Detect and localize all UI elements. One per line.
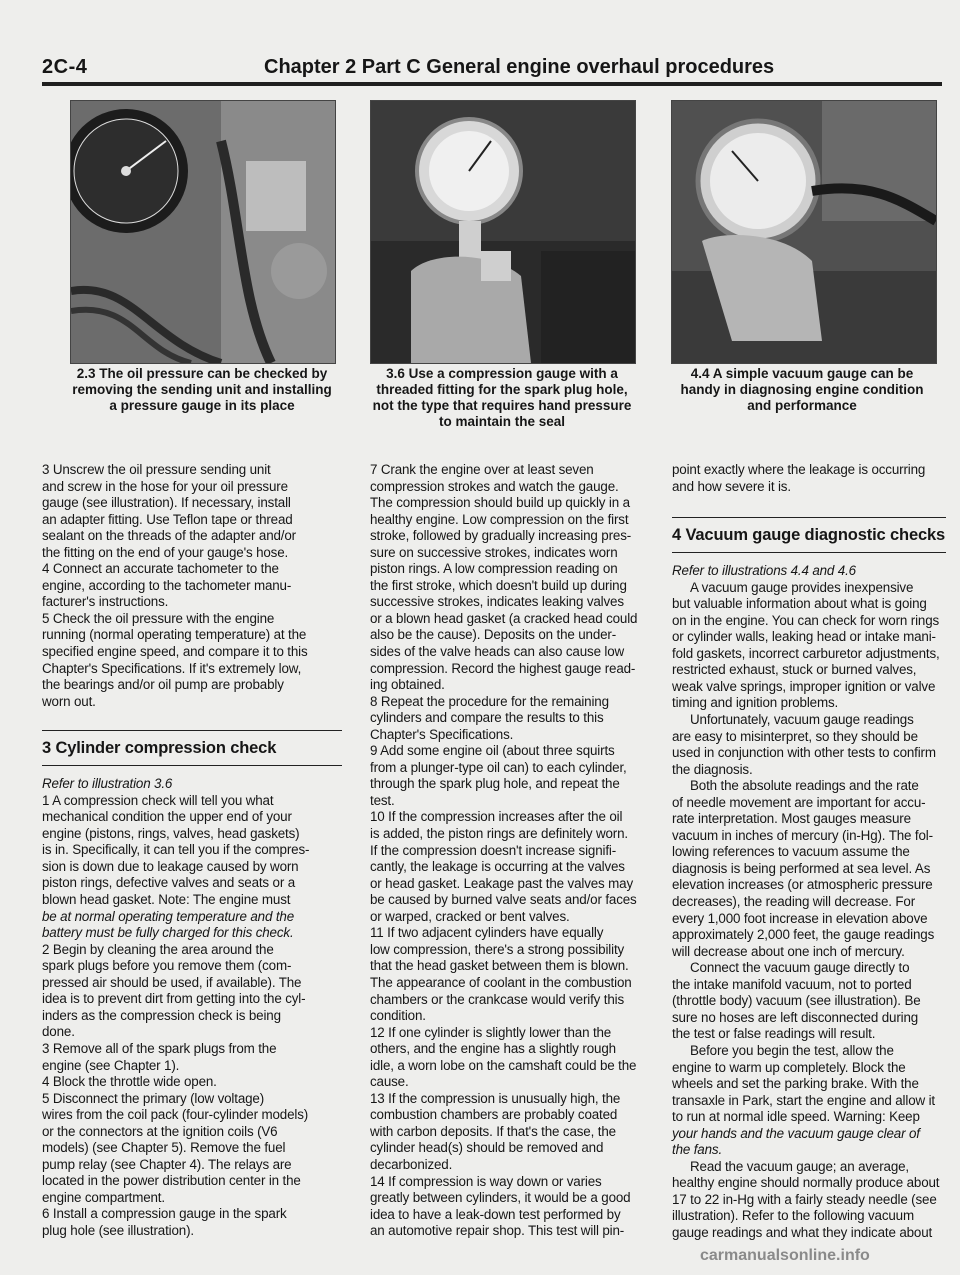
section-heading-vacuum-gauge: 4 Vacuum gauge diagnostic checks	[672, 517, 946, 553]
text-line: through the spark plug hole, and repeat the	[370, 776, 620, 792]
text-line: diagnosis is being performed at sea level. As	[672, 860, 931, 876]
text-line: compression. Record the highest gauge read-	[370, 660, 636, 676]
text-line: decreases), the reading will decrease. For	[672, 894, 916, 910]
text-line: illustration). Refer to the following vacuum	[672, 1208, 914, 1224]
text-line: the first stroke, which doesn't build up during	[370, 577, 627, 593]
text-line: healthy engine. Low compression on the first	[370, 511, 629, 527]
text-line: or head gasket. Leakage past the valves may	[370, 875, 634, 891]
text-line: sure no hoses are left disconnected during	[672, 1009, 919, 1025]
text-line: are easy to misinterpret, so they should be	[672, 728, 918, 744]
figure-4-4-photo	[671, 100, 937, 364]
text-line: vacuum in inches of mercury (in-Hg). The fol-	[672, 827, 933, 843]
figure-3-6-caption	[350, 366, 654, 430]
page-header	[42, 54, 942, 84]
text-line: approximately 2,000 feet, the gauge readings	[672, 927, 935, 943]
caption-line: and performance	[747, 398, 857, 413]
section-heading-cylinder-compression: 3 Cylinder compression check	[42, 730, 342, 766]
text-line: that the head gasket between them is blown.	[370, 958, 629, 974]
caption-line: handy in diagnosing engine condition	[680, 382, 924, 397]
chapter-title: Chapter 2 Part C General engine overhaul procedures	[264, 56, 775, 78]
text-line: (throttle body) vacuum (see illustration). Be	[672, 993, 921, 1009]
text-line: 11 If two adjacent cylinders have equally	[370, 925, 604, 941]
text-line: A vacuum gauge provides inexpensive	[690, 579, 914, 595]
text-line: point exactly where the leakage is occurring	[672, 462, 926, 477]
text-line: healthy engine should normally produce about	[672, 1175, 940, 1191]
text-line: an adapter fitting. Use Teflon tape or thread	[42, 511, 293, 527]
text-line: 4 Block the throttle wide open.	[42, 1074, 217, 1090]
text-line: piston rings, defective valves and seats or a	[42, 875, 296, 891]
text-line: Both the absolute readings and the rate	[690, 778, 919, 794]
text-line: Connect the vacuum gauge directly to	[690, 960, 910, 976]
refer-note: Refer to illustration 3.6	[42, 776, 173, 792]
header-rule	[42, 82, 942, 86]
text-line: the intake manifold vacuum, not to ported	[672, 976, 912, 992]
text-line: from a plunger-type oil can) to each cylinder,	[370, 759, 627, 775]
text-line: sides of the valve heads can also cause low	[370, 644, 625, 660]
text-line: 14 If compression is way down or varies	[370, 1173, 602, 1189]
text-line: rate interpretation. Most gauges measure	[672, 811, 911, 827]
text-line: others, and the engine has a slightly rough	[370, 1041, 616, 1057]
figure-4-4-caption	[655, 366, 949, 414]
refer-note: Refer to illustrations 4.4 and 4.6	[672, 563, 856, 579]
text-line: 6 Install a compression gauge in the spark	[42, 1206, 287, 1222]
text-line: engine, according to the tachometer manu-	[42, 577, 292, 593]
text-line: sure on successive strokes, indicates worn	[370, 544, 618, 560]
caption-line: 2.3 The oil pressure can be checked by	[76, 366, 328, 381]
text-line: 5 Disconnect the primary (low voltage)	[42, 1090, 265, 1106]
text-line: Read the vacuum gauge; an average,	[690, 1158, 909, 1174]
text-line: 5 Check the oil pressure with the engine	[42, 610, 275, 626]
text-line: cylinder head(s) should be removed and	[370, 1140, 604, 1156]
text-line: combustion chambers are probably coated	[370, 1107, 618, 1123]
text-line: pressed air should be used, if available). The	[42, 974, 302, 990]
text-line: idea to have a leak-down test performed by	[370, 1206, 621, 1222]
text-line: cantly, the leakage is occurring at the valves	[370, 859, 625, 875]
text-line: elevation increases (or atmospheric pressure	[672, 877, 933, 893]
text-line: chambers or the crankcase would verify this	[370, 991, 625, 1007]
text-line: 10 If the compression increases after the oil	[370, 809, 623, 825]
text-line: Unfortunately, vacuum gauge readings	[690, 712, 914, 728]
text-line: test.	[370, 792, 395, 808]
text-line: models) (see Chapter 5). Remove the fuel	[42, 1140, 286, 1156]
text-line: compression strokes and watch the gauge.	[370, 478, 619, 494]
text-line: If the compression doesn't increase signifi-	[370, 842, 617, 858]
text-line: fold gaskets, incorrect carburetor adjustments,	[672, 645, 940, 661]
text-line: of needle movement are important for accu-	[672, 794, 926, 810]
text-line: 2 Begin by cleaning the area around the	[42, 941, 274, 957]
caption-line: removing the sending unit and installing	[72, 382, 332, 397]
text-line: blown head gasket. Note: The engine must	[42, 892, 291, 908]
text-line: 8 Repeat the procedure for the remaining	[370, 693, 609, 709]
text-line: 1 A compression check will tell you what	[42, 792, 274, 808]
text-line: gauge readings and what they indicate about	[672, 1224, 933, 1240]
text-line: Chapter's Specifications.	[370, 726, 514, 742]
text-line: spark plugs before you remove them (com-	[42, 958, 292, 974]
text-line: lowing references to vacuum assume the	[672, 844, 910, 860]
text-column-3	[672, 462, 946, 1242]
text-line: restricted exhaust, stuck or burned valves,	[672, 662, 917, 678]
text-line: the fitting on the end of your gauge's hose.	[42, 544, 289, 560]
text-line: idea is to prevent dirt from getting into the cyl-	[42, 991, 306, 1007]
text-line: decarbonized.	[370, 1156, 453, 1172]
text-line: stroke, followed by gradually increasing pres-	[370, 528, 632, 544]
caption-line: to maintain the seal	[438, 414, 566, 429]
figure-3-6-photo	[370, 100, 636, 364]
caption-line: not the type that requires hand pressure	[372, 398, 632, 413]
text-line: wires from the coil pack (four-cylinder models)	[42, 1107, 309, 1123]
text-line: an automotive repair shop. This test will pin-	[370, 1223, 625, 1239]
text-column-1	[42, 462, 342, 1240]
caption-line: a pressure gauge in its place	[109, 398, 295, 413]
text-line: the bearings and/or oil pump are probably	[42, 677, 284, 693]
text-line: 9 Add some engine oil (about three squirts	[370, 743, 615, 759]
text-line: to run at normal idle speed. Warning: Keep	[672, 1109, 920, 1125]
text-line: The compression should build up quickly in a	[370, 495, 630, 511]
text-line: and screw in the hose for your oil pressure	[42, 478, 288, 494]
text-line: battery must be fully charged for this check.	[42, 925, 294, 941]
text-line: 3 Remove all of the spark plugs from the	[42, 1040, 277, 1056]
col1-block-b	[42, 793, 342, 1240]
text-line: with carbon deposits. If that's the case, the	[370, 1123, 616, 1139]
text-line: specified engine speed, and compare it to this	[42, 644, 308, 660]
text-line: low compression, there's a strong possibility	[370, 941, 625, 957]
text-line: pump relay (see Chapter 4). The relays are	[42, 1156, 292, 1172]
text-line: engine (see Chapter 1).	[42, 1057, 180, 1073]
figure-2-3-photo	[70, 100, 336, 364]
page-number: 2C-4	[42, 56, 88, 78]
text-line: facturer's instructions.	[42, 594, 169, 610]
text-line: every 1,000 foot increase in elevation above	[672, 910, 928, 926]
watermark-footer: carmanualsonline.info	[700, 1247, 870, 1264]
text-line: Before you begin the test, allow the	[690, 1042, 894, 1058]
text-line: timing and ignition problems.	[672, 695, 839, 711]
text-line: is in. Specifically, it can tell you if the compres-	[42, 842, 310, 858]
text-line: also be the cause). Deposits on the under-	[370, 627, 617, 643]
text-line: the fans.	[672, 1142, 723, 1158]
text-line: and how severe it is.	[672, 478, 791, 494]
text-line: is added, the piston rings are definitely worn.	[370, 826, 628, 842]
text-line: your hands and the vacuum gauge clear of	[672, 1125, 920, 1141]
text-line: engine to warm up completely. Block the	[672, 1059, 906, 1075]
caption-line: 4.4 A simple vacuum gauge can be	[690, 366, 914, 381]
text-column-2	[370, 462, 650, 1240]
text-line: sealant on the threads of the adapter and/or	[42, 528, 296, 544]
text-line: will decrease about one inch of mercury.	[672, 943, 905, 959]
text-line: idle, a worn lobe on the camshaft could be the	[370, 1057, 637, 1073]
text-line: be caused by burned valve seats and/or faces	[370, 892, 637, 908]
text-line: or warped, cracked or bent valves.	[370, 908, 570, 924]
col1-block-a	[42, 462, 342, 710]
text-line: greatly between cylinders, it would be a good	[370, 1190, 631, 1206]
text-line: the test or false readings will result.	[672, 1026, 876, 1042]
text-line: piston rings. A low compression reading on	[370, 561, 618, 577]
text-line: successive strokes, indicates leaking valves	[370, 594, 624, 610]
figure-2-3-caption	[42, 366, 362, 414]
text-line: Chapter's Specifications. If it's extremely low,	[42, 660, 302, 676]
text-line: cylinders and compare the results to this	[370, 710, 604, 726]
text-line: 12 If one cylinder is slightly lower than the	[370, 1024, 612, 1040]
text-line: be at normal operating temperature and the	[42, 908, 295, 924]
text-line: or a blown head gasket (a cracked head could	[370, 610, 638, 626]
text-line: mechanical condition the upper end of your	[42, 809, 292, 825]
text-line: sion is down due to leakage caused by worn	[42, 858, 299, 874]
text-line: inders as the compression check is being	[42, 1007, 281, 1023]
text-line: gauge (see illustration). If necessary, install	[42, 495, 291, 511]
text-line: running (normal operating temperature) at the	[42, 627, 307, 643]
text-line: used in conjunction with other tests to confirm	[672, 745, 936, 761]
caption-line: threaded fitting for the spark plug hole,	[376, 382, 628, 397]
text-line: The appearance of coolant in the combustion	[370, 974, 632, 990]
text-line: weak valve springs, improper ignition or valve	[672, 678, 936, 694]
text-line: plug hole (see illustration).	[42, 1222, 194, 1238]
text-line: condition.	[370, 1008, 426, 1024]
caption-line: 3.6 Use a compression gauge with a	[386, 366, 618, 381]
text-line: cause.	[370, 1074, 409, 1090]
text-line: engine (pistons, rings, valves, head gaskets)	[42, 825, 300, 841]
text-line: engine compartment.	[42, 1189, 165, 1205]
text-line: 13 If the compression is unusually high, the	[370, 1090, 621, 1106]
text-line: located in the power distribution center in the	[42, 1173, 301, 1189]
text-line: but valuable information about what is going	[672, 596, 927, 612]
text-line: 4 Connect an accurate tachometer to the	[42, 561, 279, 577]
text-line: or cylinder walls, leaking head or intake mani-	[672, 629, 936, 645]
text-line: ing obtained.	[370, 677, 445, 693]
text-line: worn out.	[42, 693, 96, 709]
text-line: 7 Crank the engine over at least seven	[370, 462, 594, 477]
text-line: 3 Unscrew the oil pressure sending unit	[42, 462, 271, 477]
text-line: wheels and set the parking brake. With the	[672, 1076, 919, 1092]
text-line: on in the engine. You can check for worn rings	[672, 612, 940, 628]
text-line: transaxle in Park, start the engine and allow it	[672, 1092, 935, 1108]
text-line: or the connectors at the ignition coils (V6	[42, 1123, 278, 1139]
text-line: the diagnosis.	[672, 761, 753, 777]
text-line: 17 to 22 in-Hg with a fairly steady needle (see	[672, 1191, 937, 1207]
text-line: done.	[42, 1024, 75, 1040]
